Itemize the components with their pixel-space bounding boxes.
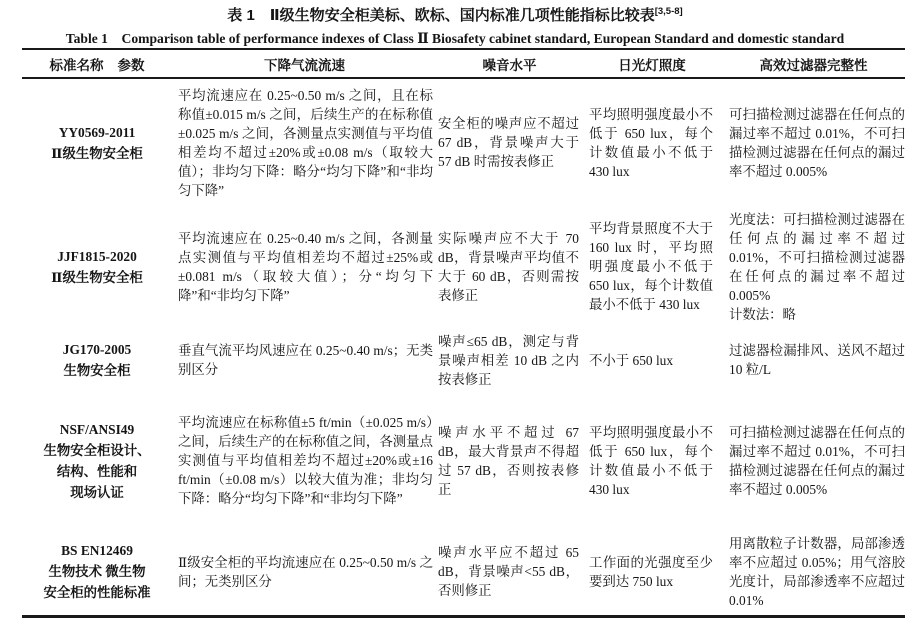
cell-filter: [722, 534, 905, 610]
table-bottom-rule: [22, 615, 905, 618]
cell-light: 平均照明强度最小不低于 650 lux，每个计数值最小不低于 430 lux: [589, 424, 713, 497]
standard-name-line: Ⅱ级生物安全柜: [51, 145, 143, 161]
standard-name-line: YY0569-2011: [58, 124, 136, 140]
comparison-table: [22, 48, 905, 618]
table-title-zh: [0, 4, 910, 25]
table-title-zh-text: 表 1 Ⅱ级生物安全柜美标、欧标、国内标准几项性能指标比较表: [227, 7, 655, 24]
table-row: [22, 528, 905, 615]
header-downflow: 下降气流流速: [264, 57, 345, 73]
cell-noise: 实际噪声应不大于 70 dB，背景噪声平均值不大于 60 dB，否则需按表修正: [438, 230, 579, 303]
header-parameter: 参数: [117, 57, 145, 73]
table-row: [22, 79, 905, 206]
cell-noise: 噪声≤65 dB，测定与背景噪声相差 10 dB 之内按表修正: [438, 333, 579, 387]
cell-light: 平均照明强度最小不低于 650 lux，每个计数值最小不低于 430 lux: [589, 106, 713, 179]
cell-noise: 噪声水平不超过 67 dB，最大背景声不得超过 57 dB，否则按表修正: [438, 424, 579, 497]
cell-standard-name: [22, 540, 172, 603]
cell-standard-name: [22, 339, 172, 381]
header-standard-name-parameter: [22, 54, 172, 74]
cell-standard-name: [22, 419, 172, 503]
cell-noise: 安全柜的噪声应不超过 67 dB，背景噪声大于 57 dB 时需按表修正: [438, 116, 579, 169]
citation-superscript: [3,5-8]: [654, 6, 683, 17]
standard-name-line: JJF1815-2020: [57, 248, 137, 264]
standard-name-line: BS EN12469: [61, 543, 133, 558]
standard-name-line: 生物安全柜: [63, 363, 131, 378]
cell-downflow: Ⅱ级安全柜的平均流速应在 0.25~0.50 m/s 之间；无类别区分: [178, 554, 433, 589]
cell-standard-name: [22, 246, 172, 288]
cell-downflow: 平均流速应在 0.25~0.40 m/s 之间，各测量点实测值与平均值相差均不超过±25%或±0.081 m/s（取较大值）；分“均匀下降”和“非均匀下降”: [178, 230, 433, 303]
cell-downflow: 平均流速应在 0.25~0.50 m/s 之间，且在标称值±0.015 m/s 之间，后续生产的在标称值±0.025 m/s 之间，各测量点实测值与平均值相差均不超过±20%或±0.08 m/s（取较大值）；非均匀下降：略分“均匀下降”和“非均匀下降”: [178, 87, 433, 198]
standard-name-line: 安全柜的性能标准: [43, 585, 151, 600]
header-filter: 高效过滤器完整性: [759, 57, 868, 73]
standard-name-line: 生物安全柜设计、: [43, 442, 151, 458]
table-row: [22, 327, 905, 393]
cell-downflow: 平均流速应在标称值±5 ft/min（±0.025 m/s）之间，后续生产的在标称值之间，各测量点实测值与平均值相差均不超过±20%或±16 ft/min（±0.08 m/s）以较大值为准；非均匀下降：略分“均匀下降”和“非均匀下降”: [178, 415, 433, 506]
standard-name-line: Ⅱ级生物安全柜: [51, 269, 143, 285]
standard-name-line: 生物技术 微生物: [48, 564, 146, 579]
cell-downflow: 垂直气流平均风速应在 0.25~0.40 m/s；无类别区分: [178, 343, 433, 377]
cell-filter: [722, 423, 905, 499]
table-row: [22, 393, 905, 528]
header-light: 日光灯照度: [618, 57, 686, 73]
filter-paragraph: 可扫描检测过滤器在任何点的漏过率不超过 0.01%，不可扫描检测过滤器在任何点的漏过率不超过 0.005%: [729, 424, 905, 497]
cell-filter: [722, 341, 905, 379]
standard-name-line: NSF/ANSI49: [59, 421, 135, 437]
filter-paragraph: 光度法：可扫描检测过滤器在任何点的漏过率不超过 0.01%，不可扫描检测过滤器在任何点的漏过率不超过 0.005%: [729, 211, 905, 303]
header-noise: 噪音水平: [482, 57, 537, 73]
table-header-row: [22, 50, 905, 77]
cell-light: 不小于 650 lux: [589, 352, 674, 368]
standard-name-line: JG170-2005: [62, 342, 132, 357]
table-row: [22, 206, 905, 327]
cell-noise: 噪声水平应不超过 65 dB，背景噪声<55 dB，否则修正: [438, 545, 579, 598]
table-title-en: Table 1 Comparison table of performance indexes of Class Ⅱ Biosafety cabinet standard, European Standard and domestic standard: [65, 31, 845, 46]
filter-paragraph: 过滤器检漏排风、送风不超过 10 粒/L: [729, 343, 905, 377]
filter-paragraph: 用离散粒子计数器，局部渗透率不应超过 0.05%；用气溶胶光度计，局部渗透率不应超过 0.01%: [729, 535, 905, 608]
cell-filter: [722, 210, 905, 324]
cell-light: 平均背景照度不大于 160 lux 时，平均照明强度最小不低于 650 lux，每个计数值最小不低于 430 lux: [589, 221, 713, 312]
cell-light: 工作面的光强度至少要到达 750 lux: [589, 554, 713, 589]
standard-name-line: 现场认证: [70, 484, 124, 500]
standard-name-line: 结构、性能和: [56, 463, 138, 479]
cell-standard-name: [22, 122, 172, 164]
cell-filter: [722, 105, 905, 181]
filter-paragraph: 可扫描检测过滤器在任何点的漏过率不超过 0.01%，不可扫描检测过滤器在任何点的漏过率不超过 0.005%: [729, 106, 905, 179]
header-standard-name: 标准名称: [49, 57, 104, 73]
filter-paragraph: 计数法：略: [729, 306, 796, 322]
